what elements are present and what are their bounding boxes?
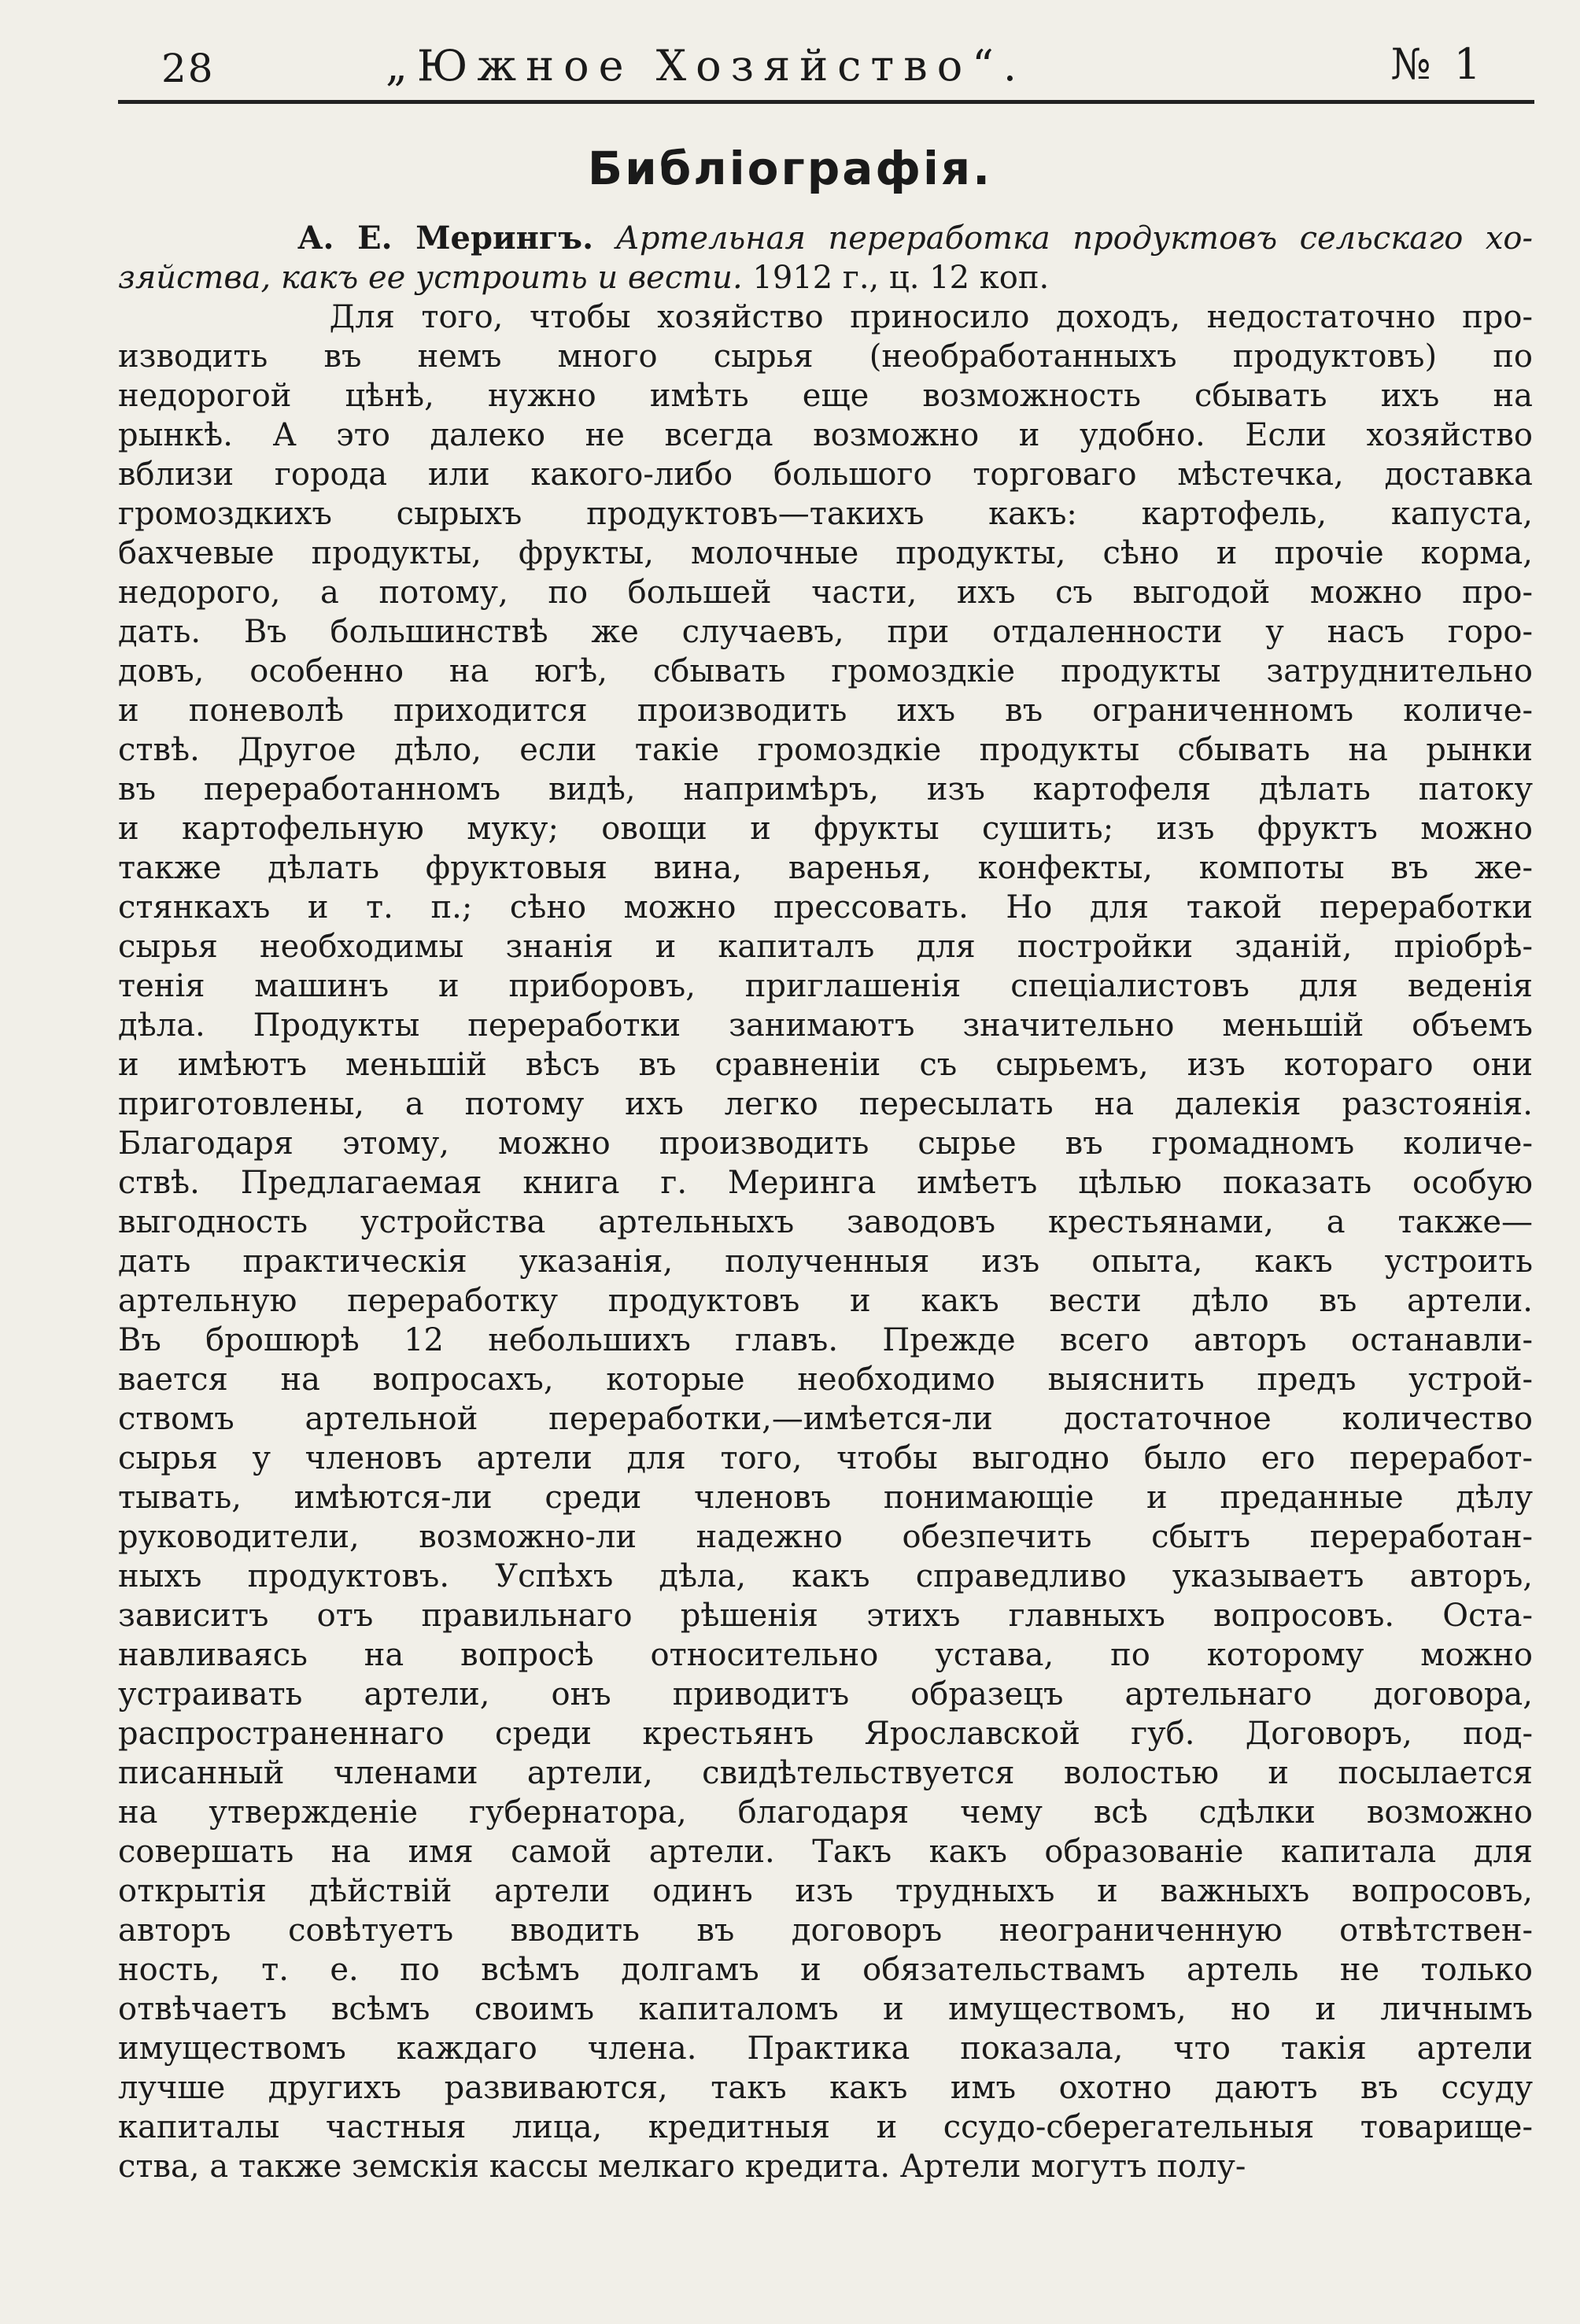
text-line: тывать, имѣются-ли среди членовъ понимающіе и преданные дѣлу [118,1480,1533,1516]
text-line: дать практическія указанія, полученныя изъ опыта, какъ устроить [118,1243,1533,1280]
text-line: Для того, чтобы хозяйство приносило доходъ, недостаточно про- [118,299,1533,335]
citation-author: А. Е. Мерингъ. [297,220,594,257]
text-line: приготовлены, а потому ихъ легко пересылать на далекія разстоянія. [118,1086,1533,1122]
citation-line-1 [118,219,1533,258]
text-line: ствѣ. Другое дѣло, если такіе громоздкіе продукты сбывать на рынки [118,732,1533,768]
text-line: громоздкихъ сырыхъ продуктовъ—такихъ какъ: картофель, капуста, [118,496,1533,532]
text-line: тенія машинъ и приборовъ, приглашенія спеціалистовъ для веденія [118,968,1533,1004]
body-paragraph [118,297,1533,2186]
text-line: ства, а также земскія кассы мелкаго кредита. Артели могутъ полу- [118,2148,1246,2185]
text-line: довъ, особенно на югѣ, сбывать громоздкіе продукты затруднительно [118,653,1533,689]
text-line: авторъ совѣтуетъ вводить въ договоръ неограниченную отвѣтствен- [118,1912,1533,1949]
text-line: Въ брошюрѣ 12 небольшихъ главъ. Прежде всего авторъ останавли- [118,1322,1533,1358]
page-number: 28 [161,46,215,91]
text-line: отвѣчаетъ всѣмъ своимъ капиталомъ и имуществомъ, но и личнымъ [118,1991,1533,2027]
text-line: сырья у членовъ артели для того, чтобы выгодно было его переработ- [118,1440,1533,1476]
text-line: ныхъ продуктовъ. Успѣхъ дѣла, какъ справедливо указываетъ авторъ, [118,1558,1533,1594]
text-line: стянкахъ и т. п.; сѣно можно прессовать. Но для такой переработки [118,889,1533,926]
text-line: сырья необходимы знанія и капиталъ для постройки зданій, пріобрѣ- [118,929,1533,965]
text-line: открытія дѣйствій артели одинъ изъ трудныхъ и важныхъ вопросовъ, [118,1873,1533,1909]
text-line: совершать на имя самой артели. Такъ какъ образованіе капитала для [118,1834,1533,1870]
text-line: недорого, а потому, по большей части, ихъ съ выгодой можно про- [118,575,1533,611]
text-line: въ переработанномъ видѣ, напримѣръ, изъ картофеля дѣлать патоку [118,771,1533,807]
text-line: имуществомъ каждаго члена. Практика показала, что такія артели [118,2030,1533,2067]
text-line: и поневолѣ приходится производить ихъ въ ограниченномъ количе- [118,693,1533,729]
text-line: навливаясь на вопросѣ относительно устава, по которому можно [118,1637,1533,1673]
text-line: на утвержденіе губернатора, благодаря чему всѣ сдѣлки возможно [118,1794,1533,1831]
text-line: выгодность устройства артельныхъ заводовъ крестьянами, а также— [118,1204,1533,1240]
text-line: бахчевые продукты, фрукты, молочные продукты, сѣно и прочіе корма, [118,535,1533,571]
text-line: артельную переработку продуктовъ и какъ вести дѣло въ артели. [118,1283,1533,1319]
citation-title-part2: зяйства, какъ ее устроить и вести. [118,260,743,296]
text-line: ствѣ. Предлагаемая книга г. Меринга имѣетъ цѣлью показать особую [118,1165,1533,1201]
text-line: руководители, возможно-ли надежно обезпечить сбытъ переработан- [118,1519,1533,1555]
issue-number: № 1 [1390,39,1486,89]
text-line: зависитъ отъ правильнаго рѣшенія этихъ главныхъ вопросовъ. Оста- [118,1598,1533,1634]
text-line: ность, т. е. по всѣмъ долгамъ и обязательствамъ артель не только [118,1952,1533,1988]
text-line: распространеннаго среди крестьянъ Ярославской губ. Договоръ, под- [118,1716,1533,1752]
article-body [118,219,1533,2186]
text-line: Благодаря этому, можно производить сырье въ громадномъ количе- [118,1125,1533,1162]
text-line: дѣла. Продукты переработки занимаютъ значительно меньшій объемъ [118,1007,1533,1044]
text-line: и имѣютъ меньшій вѣсъ въ сравненіи съ сырьемъ, изъ котораго они [118,1047,1533,1083]
text-line: рынкѣ. А это далеко не всегда возможно и удобно. Если хозяйство [118,417,1533,453]
section-title: Библіографія. [587,142,993,195]
header-rule [118,100,1534,104]
citation-title-part1: Артельная переработка продуктовъ сельскаго хо- [615,220,1533,257]
text-line: также дѣлать фруктовыя вина, варенья, конфекты, компоты въ же- [118,850,1533,886]
text-line: дать. Въ большинствѣ же случаевъ, при отдаленности у насъ горо- [118,614,1533,650]
text-line: и картофельную муку; овощи и фрукты сушить; изъ фруктъ можно [118,811,1533,847]
text-line: вблизи города или какого-либо большого торговаго мѣстечка, доставка [118,456,1533,493]
running-header [118,31,1534,102]
text-line: изводить въ немъ много сырья (необработанныхъ продуктовъ) по [118,338,1533,375]
journal-title: „Южное Хозяйство“. [386,41,1026,91]
text-line: лучше другихъ развиваются, такъ какъ имъ охотно даютъ въ ссуду [118,2070,1533,2106]
text-line: ствомъ артельной переработки,—имѣется-ли достаточное количество [118,1401,1533,1437]
text-line: капиталы частныя лица, кредитныя и ссудо-сберегательныя товарище- [118,2109,1533,2145]
text-line: устраивать артели, онъ приводитъ образецъ артельнаго договора, [118,1676,1533,1713]
citation-details: 1912 г., ц. 12 коп. [752,260,1050,296]
citation-line-2 [118,258,1533,297]
text-line: недорогой цѣнѣ, нужно имѣть еще возможность сбывать ихъ на [118,378,1533,414]
text-line: вается на вопросахъ, которые необходимо выяснить предъ устрой- [118,1362,1533,1398]
text-line: писанный членами артели, свидѣтельствуется волостью и посылается [118,1755,1533,1791]
citation-indent [118,220,297,257]
